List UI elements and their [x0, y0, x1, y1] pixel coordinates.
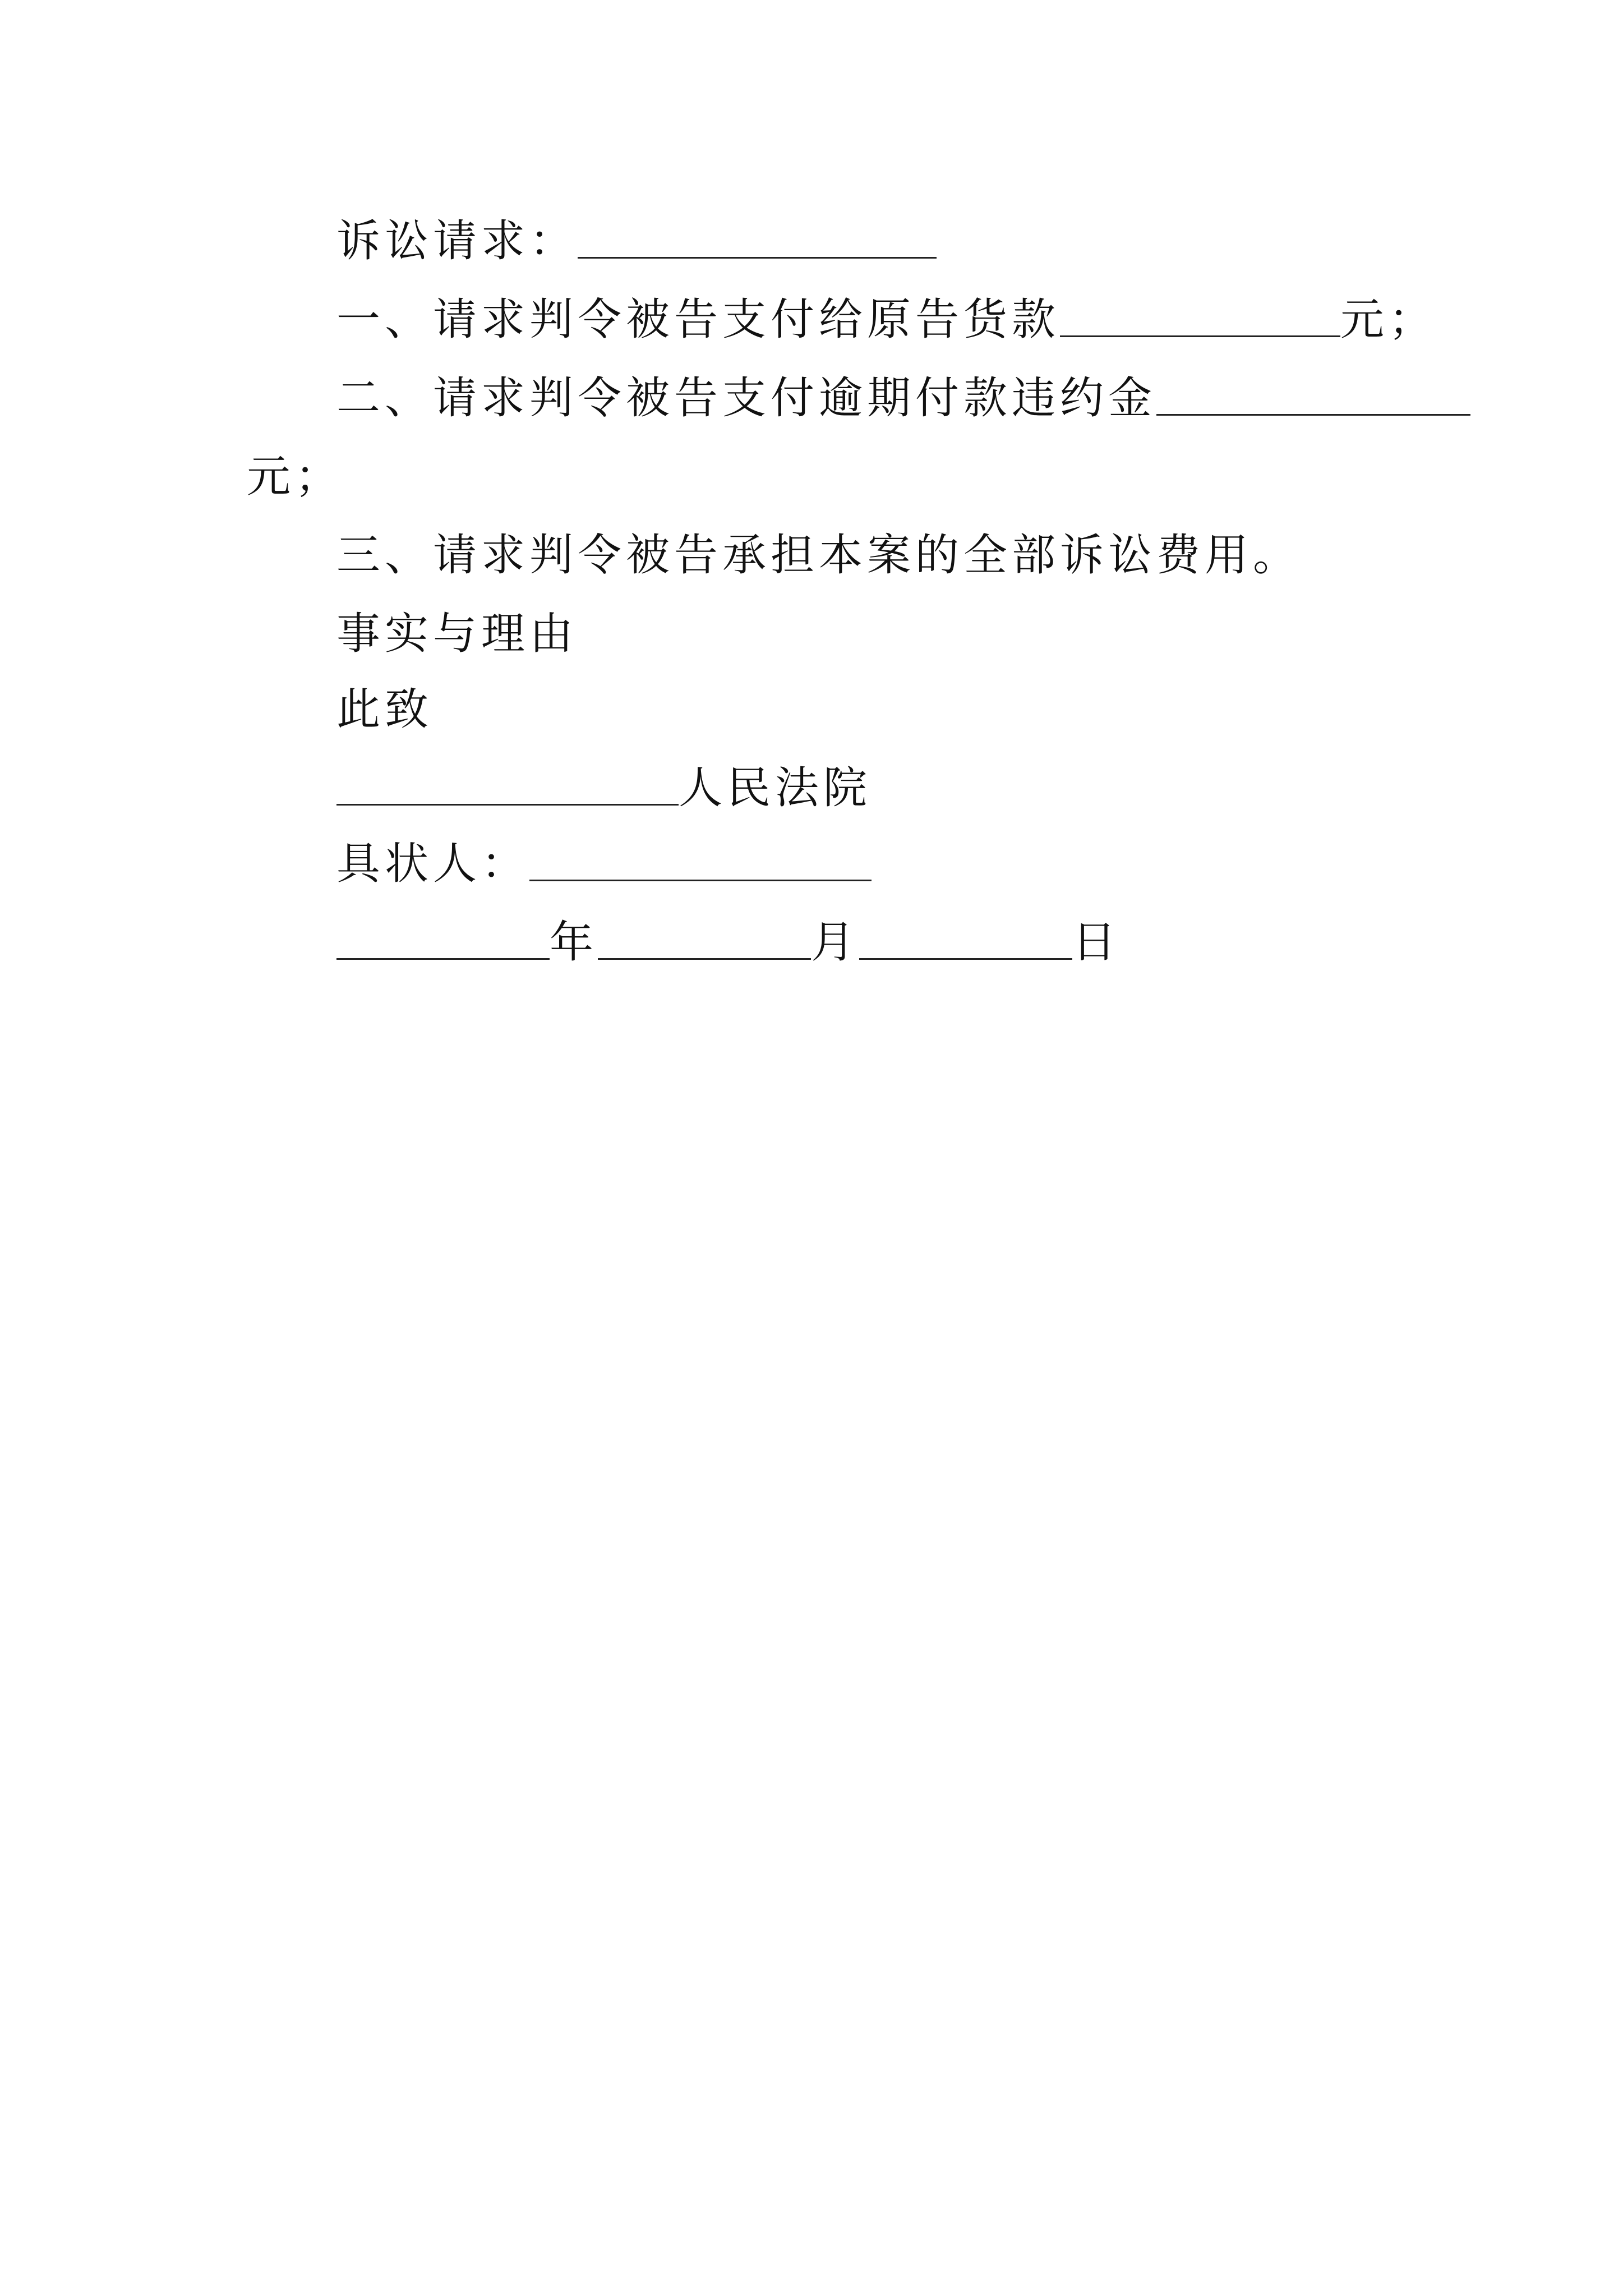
- year-blank[interactable]: [336, 918, 550, 960]
- claim-three-text: 三、请求判令被告承担本案的全部诉讼费用。: [336, 530, 1302, 581]
- claim-two-line: [336, 373, 1470, 424]
- salutation-line: [336, 684, 433, 735]
- claim-one-amount-blank[interactable]: [1060, 295, 1340, 337]
- claim-two-amount-blank[interactable]: [1156, 374, 1470, 416]
- claims-heading-line: [336, 216, 937, 266]
- salutation: 此致: [336, 684, 434, 735]
- court-name-blank[interactable]: [336, 763, 679, 806]
- month-blank[interactable]: [598, 918, 811, 960]
- date-year-label: 年: [550, 917, 598, 968]
- claims-heading: 诉讼请求：: [336, 216, 578, 266]
- facts-heading-line: [336, 609, 578, 659]
- claim-one-text: 一、请求判令被告支付给原告货款: [336, 295, 1061, 345]
- claim-two-unit: 元；: [247, 452, 344, 502]
- claims-blank[interactable]: [578, 217, 937, 259]
- date-month-label: 月: [811, 917, 860, 968]
- day-blank[interactable]: [859, 918, 1072, 960]
- claim-one-unit: 元；: [1340, 295, 1437, 345]
- court-line: [336, 763, 872, 813]
- claim-two-text: 二、请求判令被告支付逾期付款违约金: [336, 373, 1157, 424]
- claim-two-continuation-line: [247, 452, 343, 502]
- date-day-label: 日: [1072, 917, 1121, 968]
- facts-heading: 事实与理由: [336, 609, 578, 659]
- court-suffix: 人民法院: [679, 763, 872, 813]
- plaintiff-name-blank[interactable]: [529, 839, 872, 881]
- claim-three-line: [336, 530, 1301, 581]
- date-line: [336, 917, 1121, 968]
- plaintiff-line: [336, 839, 872, 889]
- plaintiff-label: 具状人：: [336, 839, 530, 889]
- claim-one-line: [336, 295, 1437, 345]
